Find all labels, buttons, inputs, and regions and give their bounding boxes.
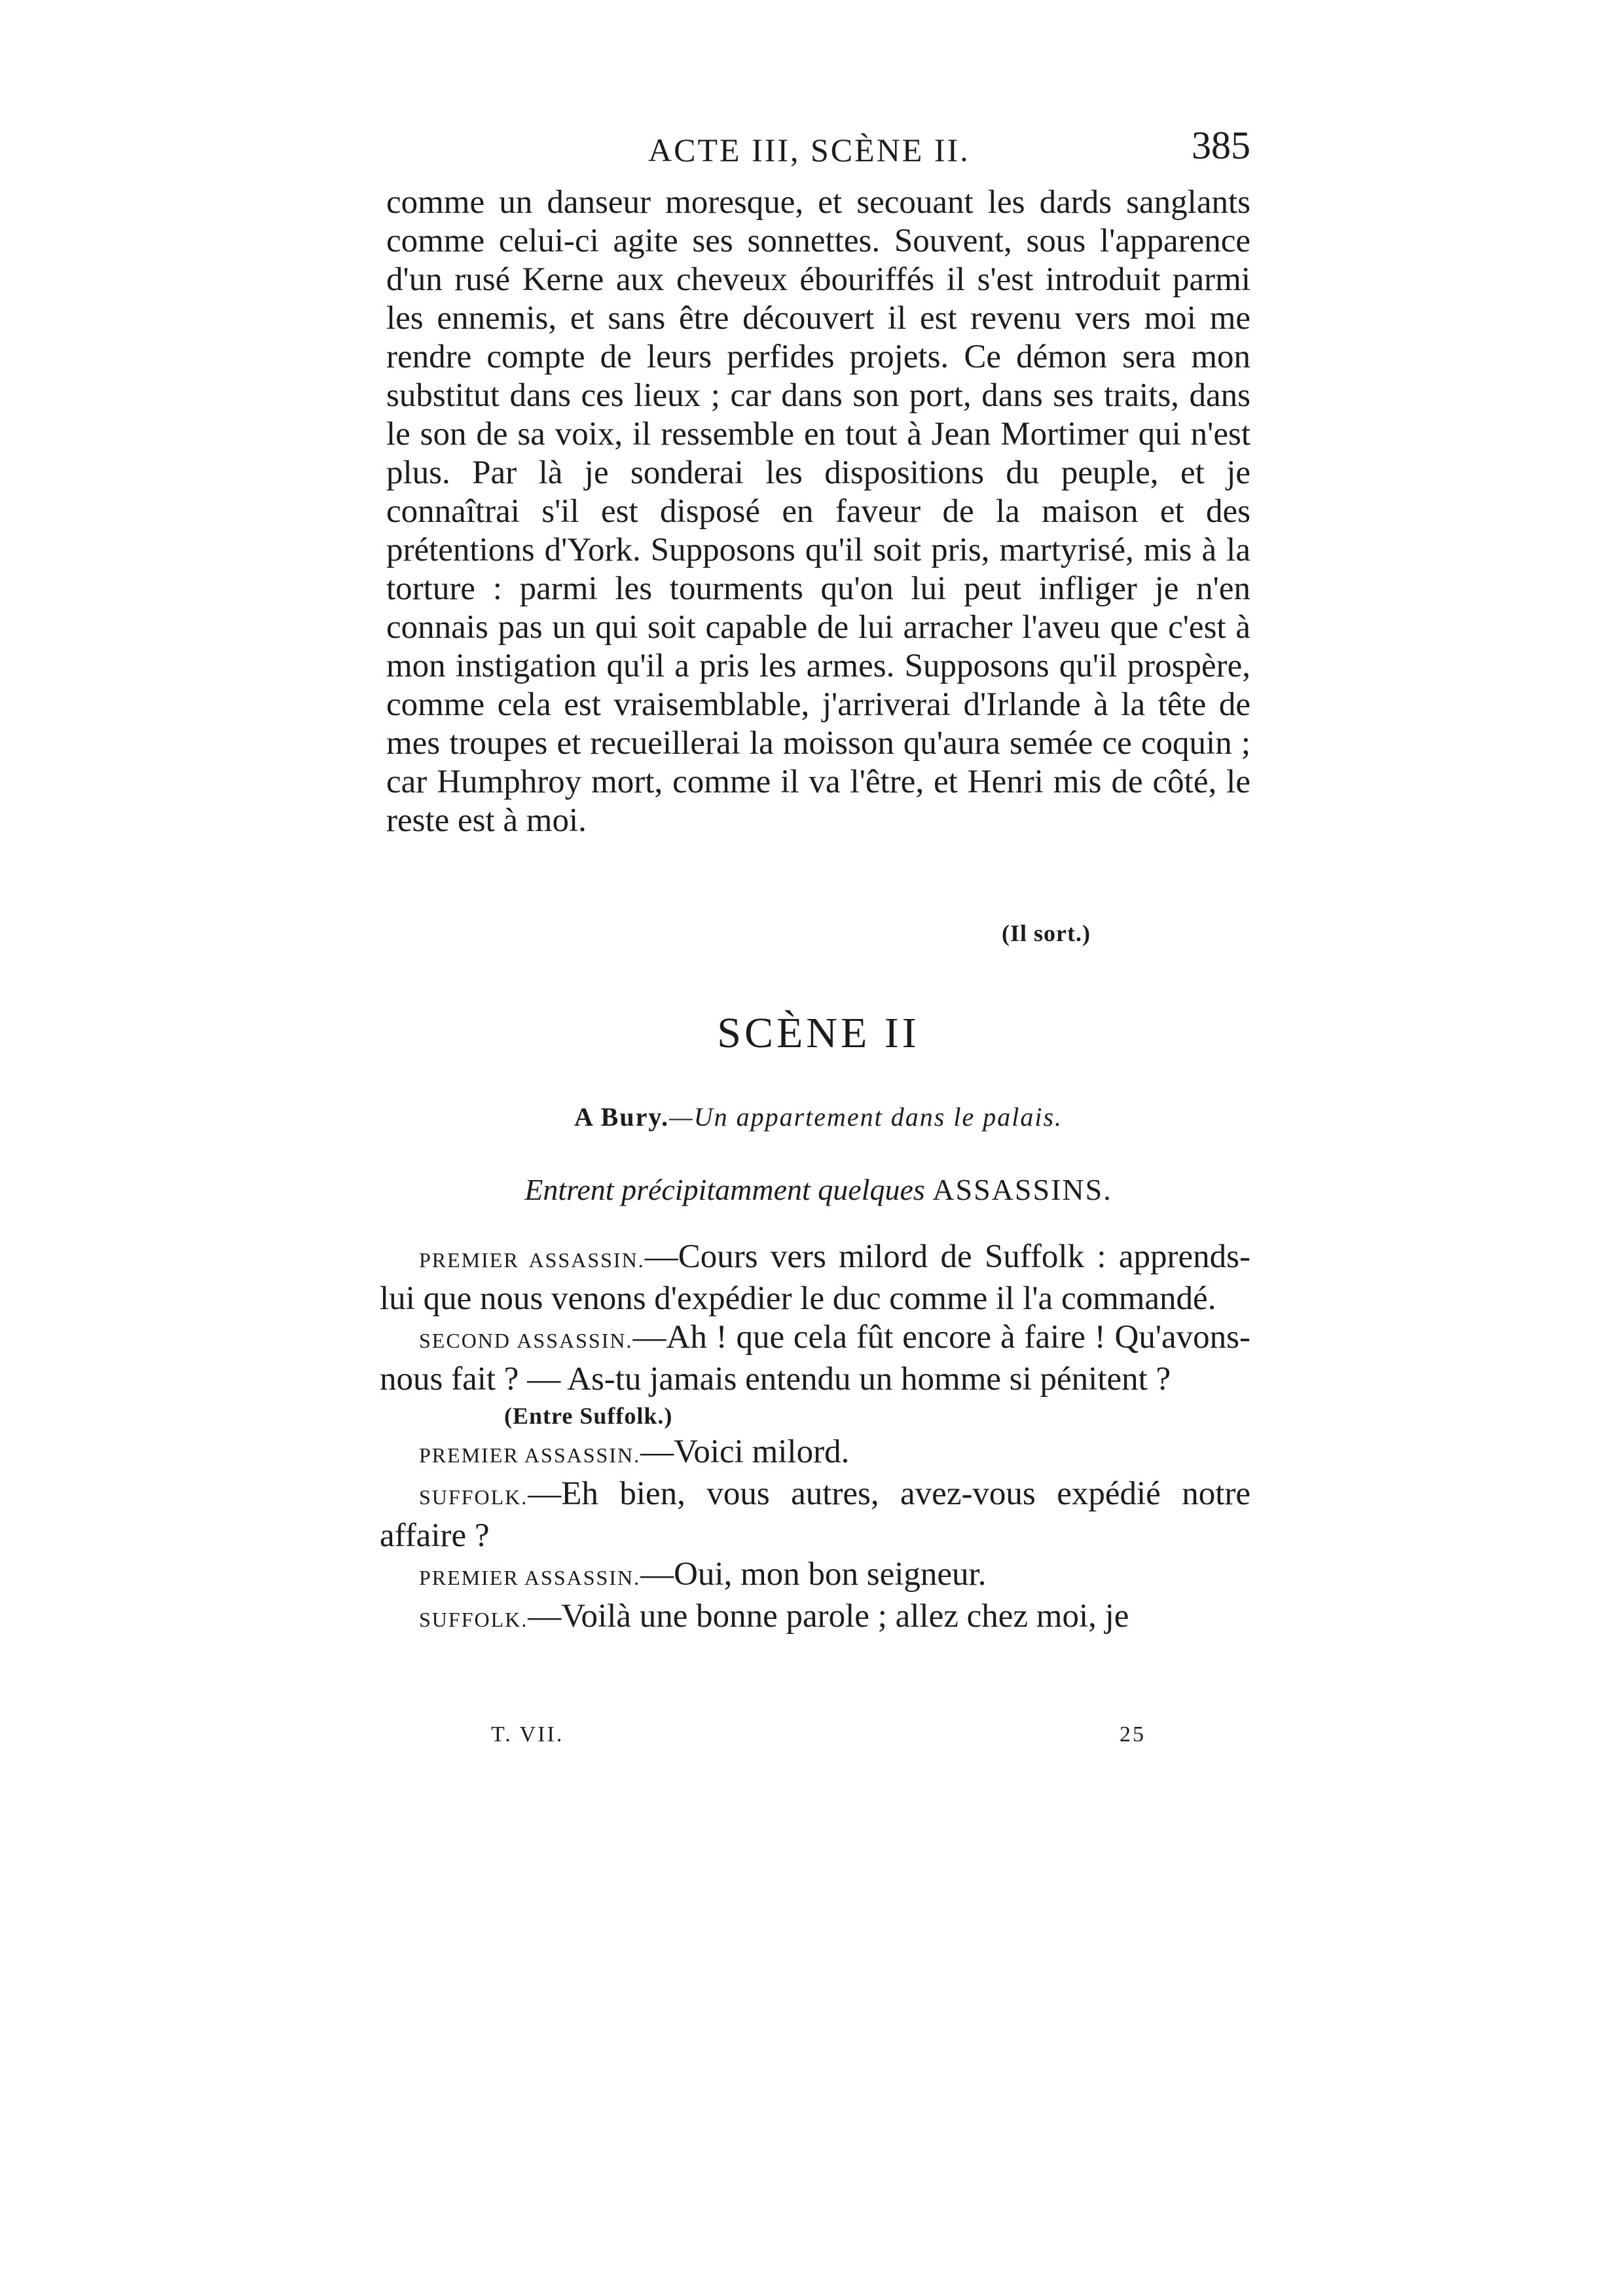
- speech-text: —Eh bien, vous autres, avez-vous expédié notre affaire ?: [380, 1475, 1250, 1554]
- entrance-characters: ASSASSINS.: [932, 1173, 1112, 1206]
- dialogue: [380, 1238, 1250, 1639]
- scene-setting: [386, 1102, 1250, 1132]
- setting-place: A Bury.: [574, 1102, 670, 1132]
- page-number: 385: [1192, 124, 1250, 167]
- speech-text: —Ah ! que cela fût encore à faire ! Qu'avons-nous fait ? — As-tu jamais entendu un homme si pénitent ?: [380, 1319, 1250, 1398]
- speech: [380, 1475, 1250, 1555]
- volume-mark: T. VII.: [491, 1722, 564, 1747]
- speech: [380, 1318, 1250, 1399]
- body-paragraph: comme un danseur moresque, et secouant les dards sanglants comme celui-ci agite ses sonnettes. Souvent, sous l'apparence d'un rusé Kerne aux cheveux ébouriffés il s'est introduit parmi les ennemis, et sans être découvert il est revenu vers moi me rendre compte de leurs perfides projets. Ce démon sera mon substitut dans ces lieux ; car dans son port, dans ses traits, dans le son de sa voix, il ressemble en tout à Jean Mortimer qui n'est plus. Par là je sonderai les dispositions du peuple, et je connaîtrai s'il est disposé en faveur de la maison et des prétentions d'York. Supposons qu'il soit pris, martyrisé, mis à la torture : parmi les tourments qu'on lui peut infliger je n'en connais pas un qui soit capable de lui arracher l'aveu que c'est à mon instigation qu'il a pris les armes. Supposons qu'il prospère, comme cela est vraisemblable, j'arriverai d'Irlande à la tête de mes troupes et recueillerai la moisson qu'aura semée ce coquin ; car Humphroy mort, comme il va l'être, et Henri mis de côté, le reste est à moi.: [386, 184, 1250, 839]
- speech-text: —Voilà une bonne parole ; allez chez moi, je: [528, 1598, 1129, 1635]
- speech-text: —Cours vers milord de Suffolk : apprends-lui que nous venons d'expédier le duc comme il l'a commandé.: [380, 1238, 1250, 1317]
- speech: [380, 1238, 1250, 1318]
- entrance-direction: [386, 1172, 1250, 1207]
- speech: [380, 1555, 1250, 1597]
- entrance-text: Entrent précipitamment quelques: [524, 1173, 925, 1206]
- speaker-name: SUFFOLK.: [419, 1608, 528, 1631]
- scene-title: SCÈNE II: [717, 1009, 920, 1057]
- setting-description: —Un appartement dans le palais.: [669, 1102, 1063, 1132]
- stage-direction: (Entre Suffolk.): [504, 1403, 673, 1429]
- signature-mark: 25: [1120, 1722, 1146, 1747]
- speech: [380, 1433, 1250, 1475]
- speech-text: —Oui, mon bon seigneur.: [640, 1556, 987, 1593]
- page-footer: [491, 1722, 1146, 1747]
- speaker-name: SUFFOLK.: [419, 1485, 528, 1509]
- page-header: [386, 123, 1250, 182]
- body-text: [386, 183, 1250, 840]
- exit-stage-direction: (Il sort.): [1002, 920, 1091, 946]
- speaker-name: PREMIER ASSASSIN.: [419, 1248, 645, 1272]
- speaker-name: SECOND ASSASSIN.: [419, 1329, 633, 1352]
- speech-text: —Voici milord.: [640, 1434, 850, 1470]
- speaker-name: PREMIER ASSASSIN.: [419, 1443, 641, 1467]
- running-title: ACTE III, SCÈNE II.: [648, 132, 970, 168]
- speaker-name: PREMIER ASSASSIN.: [419, 1566, 641, 1589]
- speech: [380, 1597, 1250, 1639]
